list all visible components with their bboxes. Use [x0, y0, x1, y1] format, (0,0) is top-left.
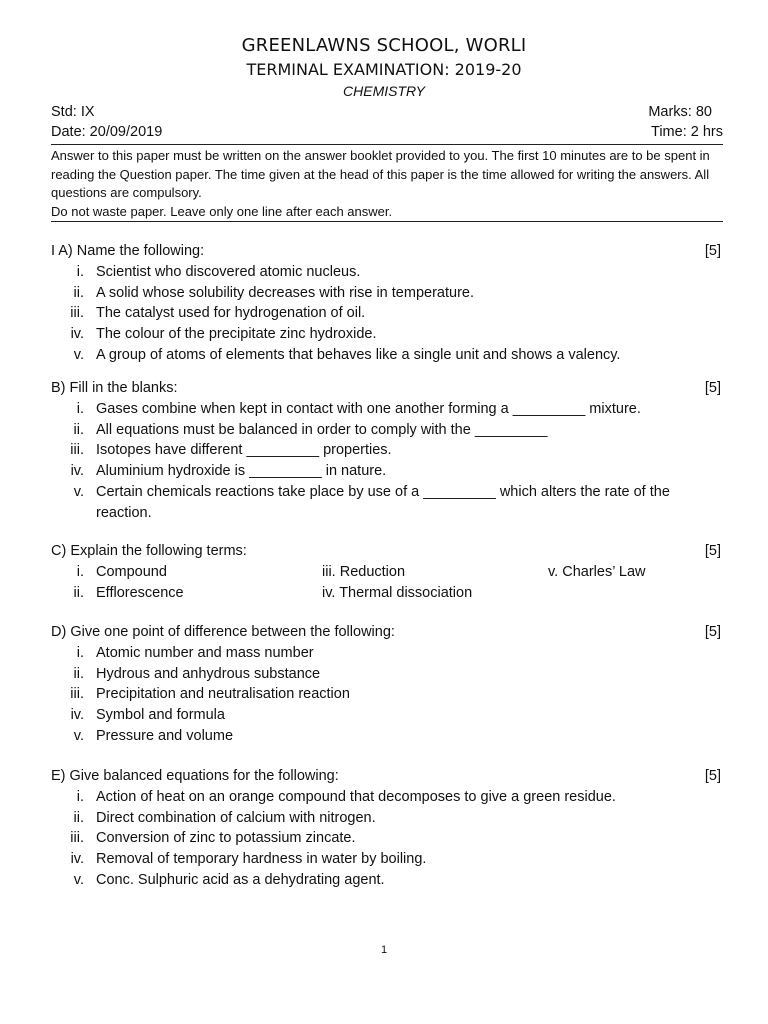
std-label: Std: IX	[51, 104, 95, 120]
item-text: Aluminium hydroxide is _________ in nature.	[96, 463, 387, 480]
item-text: Precipitation and neutralisation reaction	[96, 686, 350, 703]
item-number: iii.	[70, 830, 84, 847]
instruction-paragraph: Do not waste paper. Leave only one line after each answer.	[51, 203, 393, 219]
item-text: The colour of the precipitate zinc hydroxide.	[96, 326, 377, 343]
section-marks: [5]	[704, 243, 721, 259]
item-number: iv.	[70, 707, 84, 724]
section-a	[51, 241, 723, 366]
term-charles-law: v. Charles’ Law	[548, 564, 646, 580]
item-number: i.	[76, 264, 84, 280]
question-item	[51, 828, 723, 849]
question-item	[51, 643, 723, 664]
item-number: iv.	[70, 326, 84, 343]
item-number: ii.	[73, 584, 84, 601]
question-item	[51, 461, 723, 482]
item-number: v.	[73, 346, 84, 363]
section-title: I A) Name the following:	[51, 243, 205, 259]
time-label: Time: 2 hrs	[651, 124, 723, 140]
item-number: i.	[76, 789, 84, 805]
item-number: v.	[73, 483, 84, 500]
question-item	[51, 705, 723, 726]
item-number: ii.	[73, 665, 84, 682]
section-marks: [5]	[704, 624, 721, 640]
item-number: v.	[73, 871, 84, 888]
question-item	[51, 482, 723, 523]
item-text: Action of heat on an orange compound that decomposes to give a green residue.	[96, 789, 616, 805]
term-reduction: iii. Reduction	[322, 564, 406, 580]
item-text: Hydrous and anhydrous substance	[96, 665, 321, 682]
question-item	[51, 849, 723, 870]
section-heading	[51, 622, 723, 643]
item-text: Certain chemicals reactions take place by use of a _________ which alters the rate of the reaction.	[96, 483, 670, 521]
item-number: iii.	[70, 305, 84, 322]
exam-title: TERMINAL EXAMINATION: 2019-20	[246, 60, 522, 79]
item-number: iii.	[70, 686, 84, 703]
date-label: Date: 20/09/2019	[51, 124, 163, 140]
bottom-divider	[51, 221, 723, 222]
section-title: D) Give one point of difference between the following:	[51, 624, 395, 640]
item-text: Conc. Sulphuric acid as a dehydrating agent.	[96, 871, 385, 888]
section-marks: [5]	[704, 543, 721, 559]
item-text: All equations must be balanced in order to comply with the _________	[96, 421, 548, 438]
item-number: ii.	[73, 284, 84, 301]
question-item	[51, 262, 723, 283]
section-title: E) Give balanced equations for the following:	[51, 768, 339, 784]
item-number: i.	[76, 401, 84, 417]
term-efflorescence: Efflorescence	[96, 584, 184, 601]
item-text: Scientist who discovered atomic nucleus.	[96, 264, 361, 280]
instructions	[51, 147, 723, 221]
section-title: C) Explain the following terms:	[51, 543, 247, 559]
terms-row	[51, 562, 723, 583]
terms-row	[51, 583, 723, 604]
question-item	[51, 324, 723, 345]
question-item	[51, 726, 723, 747]
section-marks: [5]	[704, 380, 721, 396]
item-number: i.	[76, 564, 84, 580]
item-text: Conversion of zinc to potassium zincate.	[96, 830, 356, 847]
item-number: iv.	[70, 851, 84, 868]
item-number: iv.	[70, 463, 84, 480]
section-title: B) Fill in the blanks:	[51, 380, 178, 396]
question-item	[51, 440, 723, 461]
item-number: i.	[76, 645, 84, 661]
question-item	[51, 303, 723, 324]
item-text: Symbol and formula	[96, 707, 225, 724]
question-item	[51, 870, 723, 891]
item-number: ii.	[73, 421, 84, 438]
item-text: Gases combine when kept in contact with one another forming a _________ mixture.	[96, 401, 641, 417]
question-item	[51, 399, 723, 420]
item-number: iii.	[70, 442, 84, 459]
section-c	[51, 541, 723, 603]
question-item	[51, 684, 723, 705]
question-item	[51, 664, 723, 685]
section-b	[51, 378, 723, 523]
item-text: The catalyst used for hydrogenation of oil.	[96, 305, 366, 322]
section-heading	[51, 378, 723, 399]
question-item	[51, 808, 723, 829]
marks-label: Marks: 80	[648, 104, 712, 120]
term-thermal-dissociation: iv. Thermal dissociation	[322, 584, 473, 601]
top-divider	[51, 144, 723, 145]
question-item	[51, 420, 723, 441]
section-heading	[51, 241, 723, 262]
page-number: 1	[380, 944, 388, 956]
section-e	[51, 766, 723, 891]
item-text: A solid whose solubility decreases with rise in temperature.	[96, 284, 474, 301]
term-compound: Compound	[96, 564, 167, 580]
item-number: ii.	[73, 809, 84, 826]
item-text: Pressure and volume	[96, 727, 234, 744]
item-number: v.	[73, 727, 84, 744]
section-heading	[51, 541, 723, 562]
question-item	[51, 787, 723, 808]
item-text: Isotopes have different _________ properties.	[96, 442, 392, 459]
item-text: Direct combination of calcium with nitrogen.	[96, 809, 376, 826]
instruction-paragraph: Answer to this paper must be written on the answer booklet provided to you. The first 10 minutes are to be spent in reading the Question paper. The time given at the head of this paper is the time allowed for writing the answers. All questions are compulsory.	[51, 148, 710, 200]
question-item	[51, 345, 723, 366]
item-text: Removal of temporary hardness in water by boiling.	[96, 851, 427, 868]
item-text: Atomic number and mass number	[96, 645, 314, 661]
question-item	[51, 283, 723, 304]
school-name: GREENLAWNS SCHOOL, WORLI	[241, 35, 527, 56]
subject-title: CHEMISTRY	[343, 83, 425, 99]
section-d	[51, 622, 723, 747]
item-text: A group of atoms of elements that behaves like a single unit and shows a valency.	[96, 346, 621, 363]
section-marks: [5]	[704, 768, 721, 784]
section-heading	[51, 766, 723, 787]
